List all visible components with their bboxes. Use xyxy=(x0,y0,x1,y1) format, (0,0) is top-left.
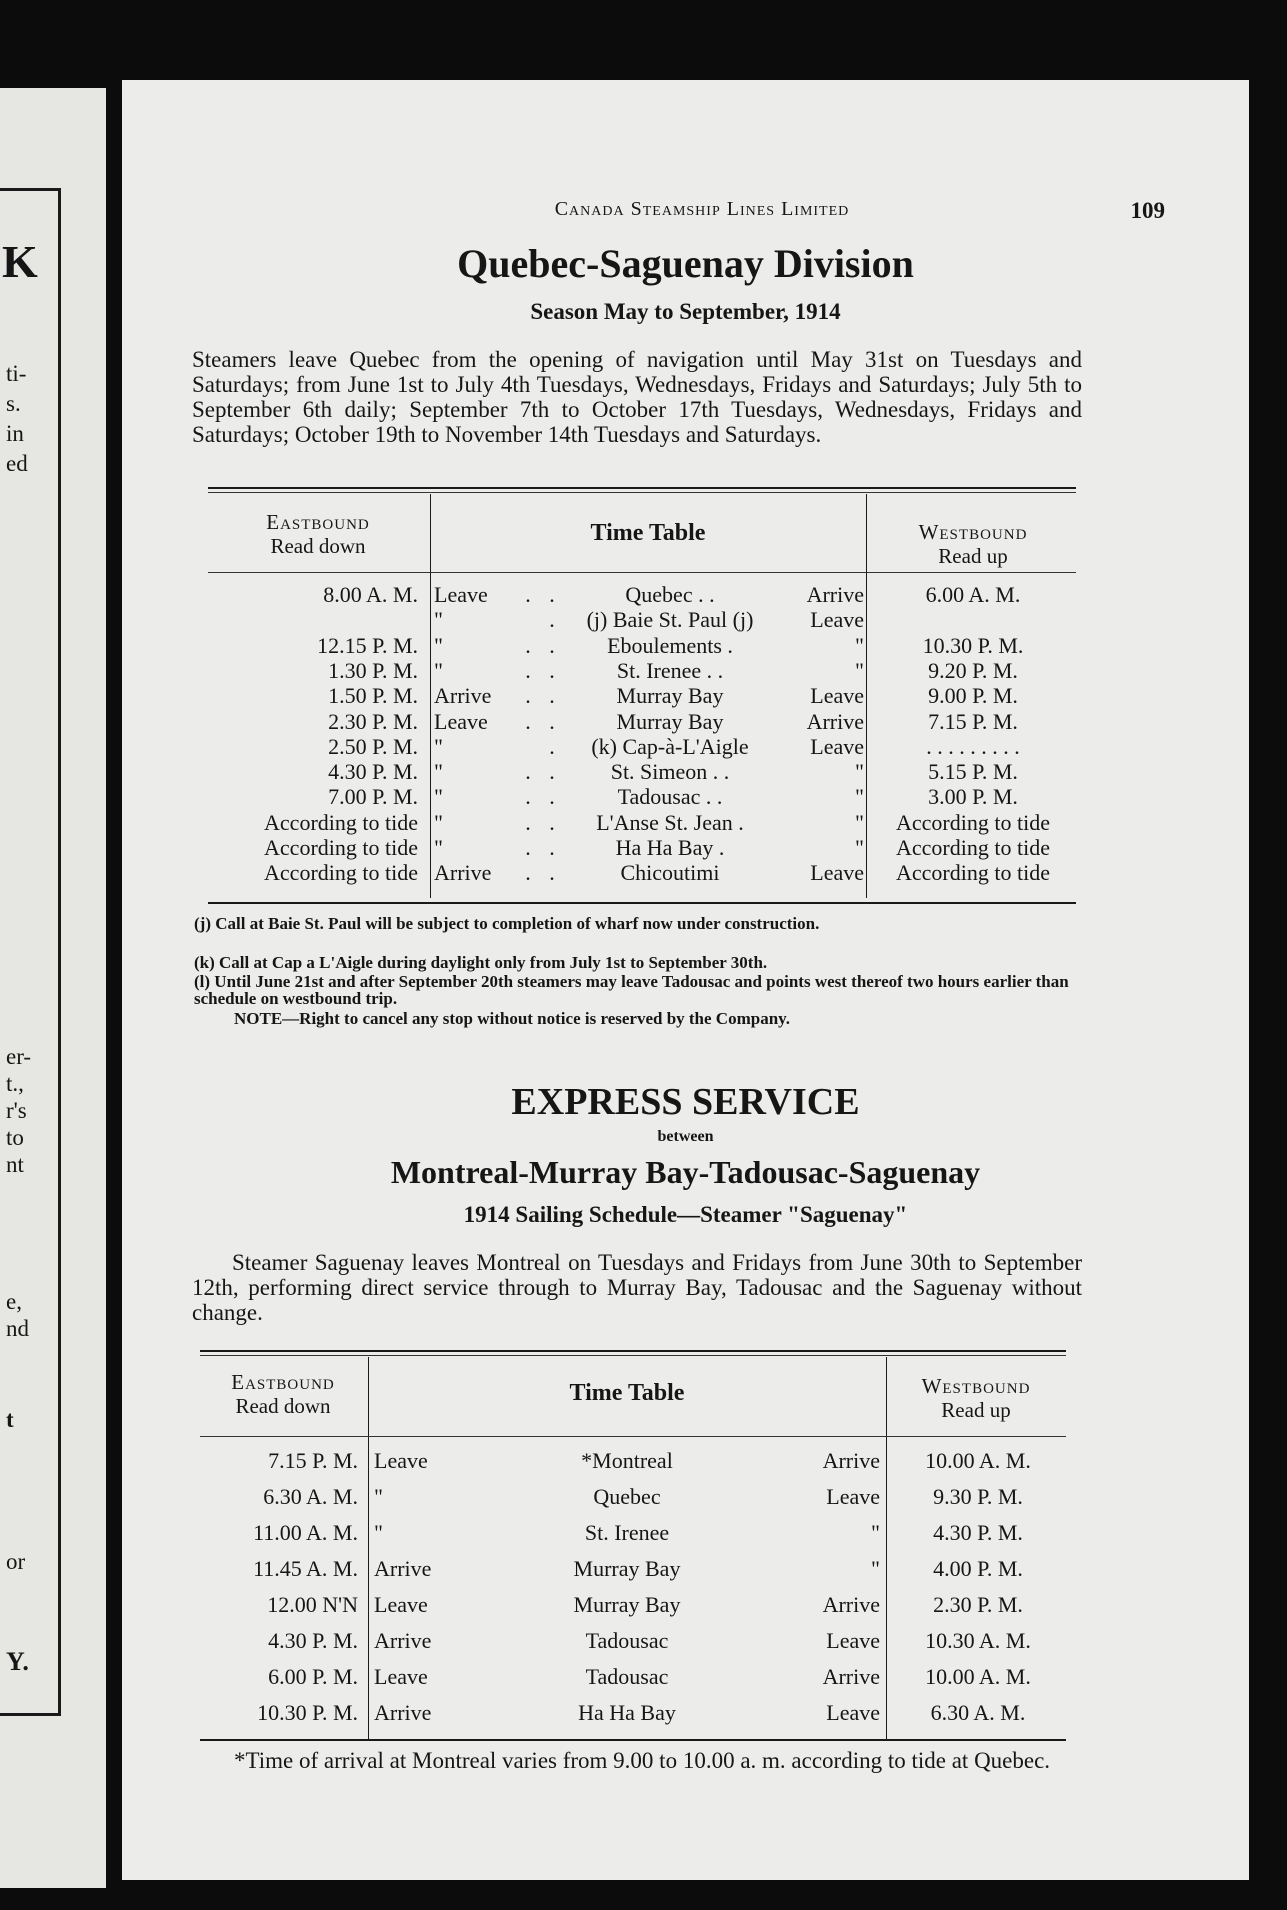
westbound-time: 4.30 P. M. xyxy=(933,1520,1023,1545)
station-name: St. Irenee . . xyxy=(616,658,724,683)
eastbound-label: Eastbound xyxy=(231,1370,335,1394)
westbound-time: According to tide xyxy=(896,860,1050,885)
departure-status: " xyxy=(374,1520,383,1545)
arrival-status: Leave xyxy=(826,1700,880,1725)
leader-dot: . xyxy=(525,683,531,708)
westbound-time: 9.20 P. M. xyxy=(928,658,1018,683)
departure-status: Leave xyxy=(434,709,488,734)
westbound-time: 2.30 P. M. xyxy=(933,1592,1023,1617)
eastbound-time: 10.30 P. M. xyxy=(257,1700,358,1725)
departure-status: " xyxy=(434,784,443,809)
table-bottom-rule xyxy=(208,902,1076,904)
eastbound-time: 4.30 P. M. xyxy=(268,1628,358,1653)
westbound-header xyxy=(868,520,1078,568)
departure-status: " xyxy=(434,759,443,784)
division-title: Quebec-Saguenay Division xyxy=(457,241,914,286)
arrival-status: Leave xyxy=(826,1628,880,1653)
arrival-status: " xyxy=(855,810,864,835)
table-top-rule xyxy=(208,492,1076,493)
station-name: Quebec . . xyxy=(625,582,715,607)
table-bottom-rule xyxy=(200,1739,1066,1741)
read-down-label: Read down xyxy=(270,534,366,558)
arrival-status: " xyxy=(855,784,864,809)
departure-status: Arrive xyxy=(434,860,492,885)
departure-status: " xyxy=(374,1484,383,1509)
departure-status: " xyxy=(434,734,443,759)
time-table-header: Time Table xyxy=(569,1380,685,1406)
station-name: Murray Bay xyxy=(616,709,724,734)
westbound-header xyxy=(888,1374,1064,1422)
westbound-time: 3.00 P. M. xyxy=(928,784,1018,809)
sailing-schedule-subtitle: 1914 Sailing Schedule—Steamer "Saguenay" xyxy=(463,1202,908,1227)
eastbound-time: 12.00 N'N xyxy=(267,1592,358,1617)
station-name: Ha Ha Bay xyxy=(578,1700,676,1725)
station-name: Quebec xyxy=(593,1484,661,1509)
eastbound-time: 7.00 P. M. xyxy=(328,784,418,809)
station-name: Eboulements . xyxy=(607,633,733,658)
arrival-status: Arrive xyxy=(806,582,864,607)
previous-page-fragment: r's xyxy=(6,1098,27,1123)
westbound-time: 10.00 A. M. xyxy=(925,1448,1031,1473)
station-name: (k) Cap-à-L'Aigle xyxy=(591,734,749,759)
leader-dot: . xyxy=(525,709,531,734)
header-rule xyxy=(208,572,1076,573)
footnote-l: (l) Until June 21st and after September 20th steamers may leave Tadousac and points west thereof two hours earlier than schedule on westbound trip. xyxy=(194,972,1069,1008)
division-intro-paragraph: Steamers leave Quebec from the opening of navigation until May 31st on Tuesdays and Saturdays; from June 1st to July 4th Tuesdays, Wednesdays, Fridays and Saturdays; July 5th to September 6th daily; September 7th to October 17th Tuesdays, Wednesdays, Fridays and Saturdays; October 19th to November 14th Tuesdays and Saturdays. xyxy=(192,347,1082,447)
eastbound-time: 11.45 A. M. xyxy=(253,1556,358,1581)
departure-status: " xyxy=(434,607,443,632)
arrival-status: " xyxy=(855,835,864,860)
previous-page-fragment: K xyxy=(2,236,38,287)
eastbound-header xyxy=(208,510,428,558)
westbound-time: 7.15 P. M. xyxy=(928,709,1018,734)
departure-status: Leave xyxy=(374,1592,428,1617)
westbound-time: 9.30 P. M. xyxy=(933,1484,1023,1509)
previous-page-fragment: nd xyxy=(6,1316,29,1341)
arrival-status: " xyxy=(871,1520,880,1545)
arrival-status: " xyxy=(855,759,864,784)
eastbound-time: According to tide xyxy=(264,860,418,885)
previous-page-fragment: t xyxy=(6,1407,14,1432)
arrival-status: Leave xyxy=(810,683,864,708)
station-name: Ha Ha Bay . xyxy=(615,835,725,860)
leader-dot: . xyxy=(525,784,531,809)
westbound-time: . . . . . . . . . xyxy=(926,734,1020,759)
eastbound-time: According to tide xyxy=(264,810,418,835)
arrival-status: " xyxy=(855,658,864,683)
running-title: Canada Steamship Lines Limited xyxy=(554,198,850,220)
leader-dot: . xyxy=(549,734,555,759)
westbound-time: 10.30 A. M. xyxy=(925,1628,1031,1653)
westbound-label: Westbound xyxy=(921,1374,1031,1398)
westbound-time: 10.30 P. M. xyxy=(922,633,1024,658)
eastbound-time: 12.15 P. M. xyxy=(317,633,418,658)
westbound-time: According to tide xyxy=(896,835,1050,860)
departure-status: Leave xyxy=(374,1664,428,1689)
arrival-status: Leave xyxy=(810,607,864,632)
previous-page-fragment: ti- xyxy=(6,361,27,386)
station-name: *Montreal xyxy=(581,1448,673,1473)
leader-dot: . xyxy=(549,835,555,860)
eastbound-time: 11.00 A. M. xyxy=(253,1520,358,1545)
leader-dot: . xyxy=(549,759,555,784)
table-top-rule xyxy=(200,1350,1066,1352)
eastbound-time: 2.50 P. M. xyxy=(328,734,418,759)
departure-status: Leave xyxy=(434,582,488,607)
eastbound-time: 1.50 P. M. xyxy=(328,683,418,708)
arrival-status: " xyxy=(855,633,864,658)
westbound-label: Westbound xyxy=(918,520,1028,544)
westbound-time: 6.00 A. M. xyxy=(925,582,1021,607)
leader-dot: . xyxy=(549,810,555,835)
leader-dot: . xyxy=(549,607,555,632)
departure-status: Arrive xyxy=(374,1556,432,1581)
footnote-note: NOTE—Right to cancel any stop without notice is reserved by the Company. xyxy=(234,1009,790,1028)
table-top-rule xyxy=(208,487,1076,489)
station-name: Tadousac xyxy=(585,1628,669,1653)
westbound-time: 6.30 A. M. xyxy=(930,1700,1026,1725)
read-up-label: Read up xyxy=(941,1398,1011,1422)
departure-status: Leave xyxy=(374,1448,428,1473)
leader-dot: . xyxy=(549,683,555,708)
westbound-time: 4.00 P. M. xyxy=(933,1556,1023,1581)
westbound-time: 10.00 A. M. xyxy=(925,1664,1031,1689)
arrival-status: Leave xyxy=(810,734,864,759)
eastbound-time: 8.00 A. M. xyxy=(323,582,418,607)
leader-dot: . xyxy=(549,633,555,658)
header-rule xyxy=(200,1436,1066,1437)
eastbound-time: 6.30 A. M. xyxy=(263,1484,358,1509)
westbound-time: 9.00 P. M. xyxy=(928,683,1018,708)
previous-page-fragment: Y. xyxy=(6,1647,29,1676)
station-name: Chicoutimi xyxy=(620,860,720,885)
leader-dot: . xyxy=(525,633,531,658)
eastbound-time: 1.30 P. M. xyxy=(328,658,418,683)
station-name: Murray Bay xyxy=(573,1592,681,1617)
express-footnote: *Time of arrival at Montreal varies from 9.00 to 10.00 a. m. according to tide at Quebec. xyxy=(234,1748,1051,1773)
previous-page-border-box xyxy=(0,188,61,1716)
leader-dot: . xyxy=(549,709,555,734)
column-divider xyxy=(866,572,867,898)
arrival-status: Arrive xyxy=(822,1592,880,1617)
previous-page-fragment: in xyxy=(6,421,24,446)
previous-page-fragment: t., xyxy=(6,1071,24,1096)
westbound-time: 5.15 P. M. xyxy=(928,759,1018,784)
arrival-status: Leave xyxy=(826,1484,880,1509)
eastbound-time: 6.00 P. M. xyxy=(268,1664,358,1689)
arrival-status: Arrive xyxy=(822,1448,880,1473)
eastbound-time: 7.15 P. M. xyxy=(268,1448,358,1473)
express-service-title: EXPRESS SERVICE xyxy=(511,1081,860,1123)
departure-status: Arrive xyxy=(374,1700,432,1725)
leader-dot: . xyxy=(525,582,531,607)
previous-page-fragment: or xyxy=(6,1549,26,1574)
departure-status: " xyxy=(434,658,443,683)
station-name: St. Simeon . . xyxy=(610,759,730,784)
eastbound-time: 2.30 P. M. xyxy=(328,709,418,734)
express-intro-paragraph: Steamer Saguenay leaves Montreal on Tuesdays and Fridays from June 30th to September 12th, performing direct service through to Murray Bay, Tadousac and the Saguenay without change. xyxy=(192,1250,1082,1325)
leader-dot: . xyxy=(525,860,531,885)
page-header xyxy=(122,198,1249,232)
eastbound-header xyxy=(200,1370,366,1418)
station-name: Tadousac xyxy=(585,1664,669,1689)
station-name: St. Irenee xyxy=(584,1520,670,1545)
station-name: (j) Baie St. Paul (j) xyxy=(586,607,754,632)
leader-dot: . xyxy=(549,860,555,885)
page-number: 109 xyxy=(1130,198,1165,223)
arrival-status: Arrive xyxy=(806,709,864,734)
eastbound-time: 4.30 P. M. xyxy=(328,759,418,784)
leader-dot: . xyxy=(525,810,531,835)
departure-status: " xyxy=(434,810,443,835)
column-divider xyxy=(368,1357,369,1739)
leader-dot: . xyxy=(525,658,531,683)
previous-page-fragment: s. xyxy=(6,391,21,416)
express-route-title: Montreal-Murray Bay-Tadousac-Saguenay xyxy=(390,1154,981,1190)
previous-page-fragment: er- xyxy=(6,1044,32,1069)
previous-page-fragment: e, xyxy=(6,1289,22,1314)
between-label: between xyxy=(657,1128,714,1145)
previous-page-fragment: to xyxy=(6,1125,24,1150)
table-top-rule xyxy=(200,1355,1066,1356)
previous-page-edge xyxy=(0,88,106,1888)
column-divider xyxy=(430,572,431,898)
departure-status: Arrive xyxy=(434,683,492,708)
previous-page-fragment: ed xyxy=(6,451,28,476)
westbound-time: According to tide xyxy=(896,810,1050,835)
station-name: L'Anse St. Jean . xyxy=(596,810,744,835)
station-name: Murray Bay xyxy=(616,683,724,708)
departure-status: " xyxy=(434,633,443,658)
station-name: Tadousac . . xyxy=(617,784,723,809)
leader-dot: . xyxy=(549,784,555,809)
leader-dot: . xyxy=(525,835,531,860)
station-name: Murray Bay xyxy=(573,1556,681,1581)
leader-dot: . xyxy=(549,658,555,683)
arrival-status: Arrive xyxy=(822,1664,880,1689)
arrival-status: Leave xyxy=(810,860,864,885)
read-down-label: Read down xyxy=(235,1394,331,1418)
season-subtitle: Season May to September, 1914 xyxy=(530,299,841,324)
leader-dot: . xyxy=(525,759,531,784)
document-page xyxy=(122,80,1249,1880)
eastbound-time: According to tide xyxy=(264,835,418,860)
departure-status: " xyxy=(434,835,443,860)
footnote-j: (j) Call at Baie St. Paul will be subject to completion of wharf now under construction. xyxy=(194,914,820,933)
arrival-status: " xyxy=(871,1556,880,1581)
column-divider xyxy=(886,1357,887,1739)
time-table-header: Time Table xyxy=(590,520,706,546)
footnote-k: (k) Call at Cap a L'Aigle during daylight only from July 1st to September 30th. xyxy=(194,953,768,972)
read-up-label: Read up xyxy=(938,544,1008,568)
eastbound-label: Eastbound xyxy=(266,510,370,534)
previous-page-fragment: nt xyxy=(6,1152,24,1177)
leader-dot: . xyxy=(549,582,555,607)
departure-status: Arrive xyxy=(374,1628,432,1653)
